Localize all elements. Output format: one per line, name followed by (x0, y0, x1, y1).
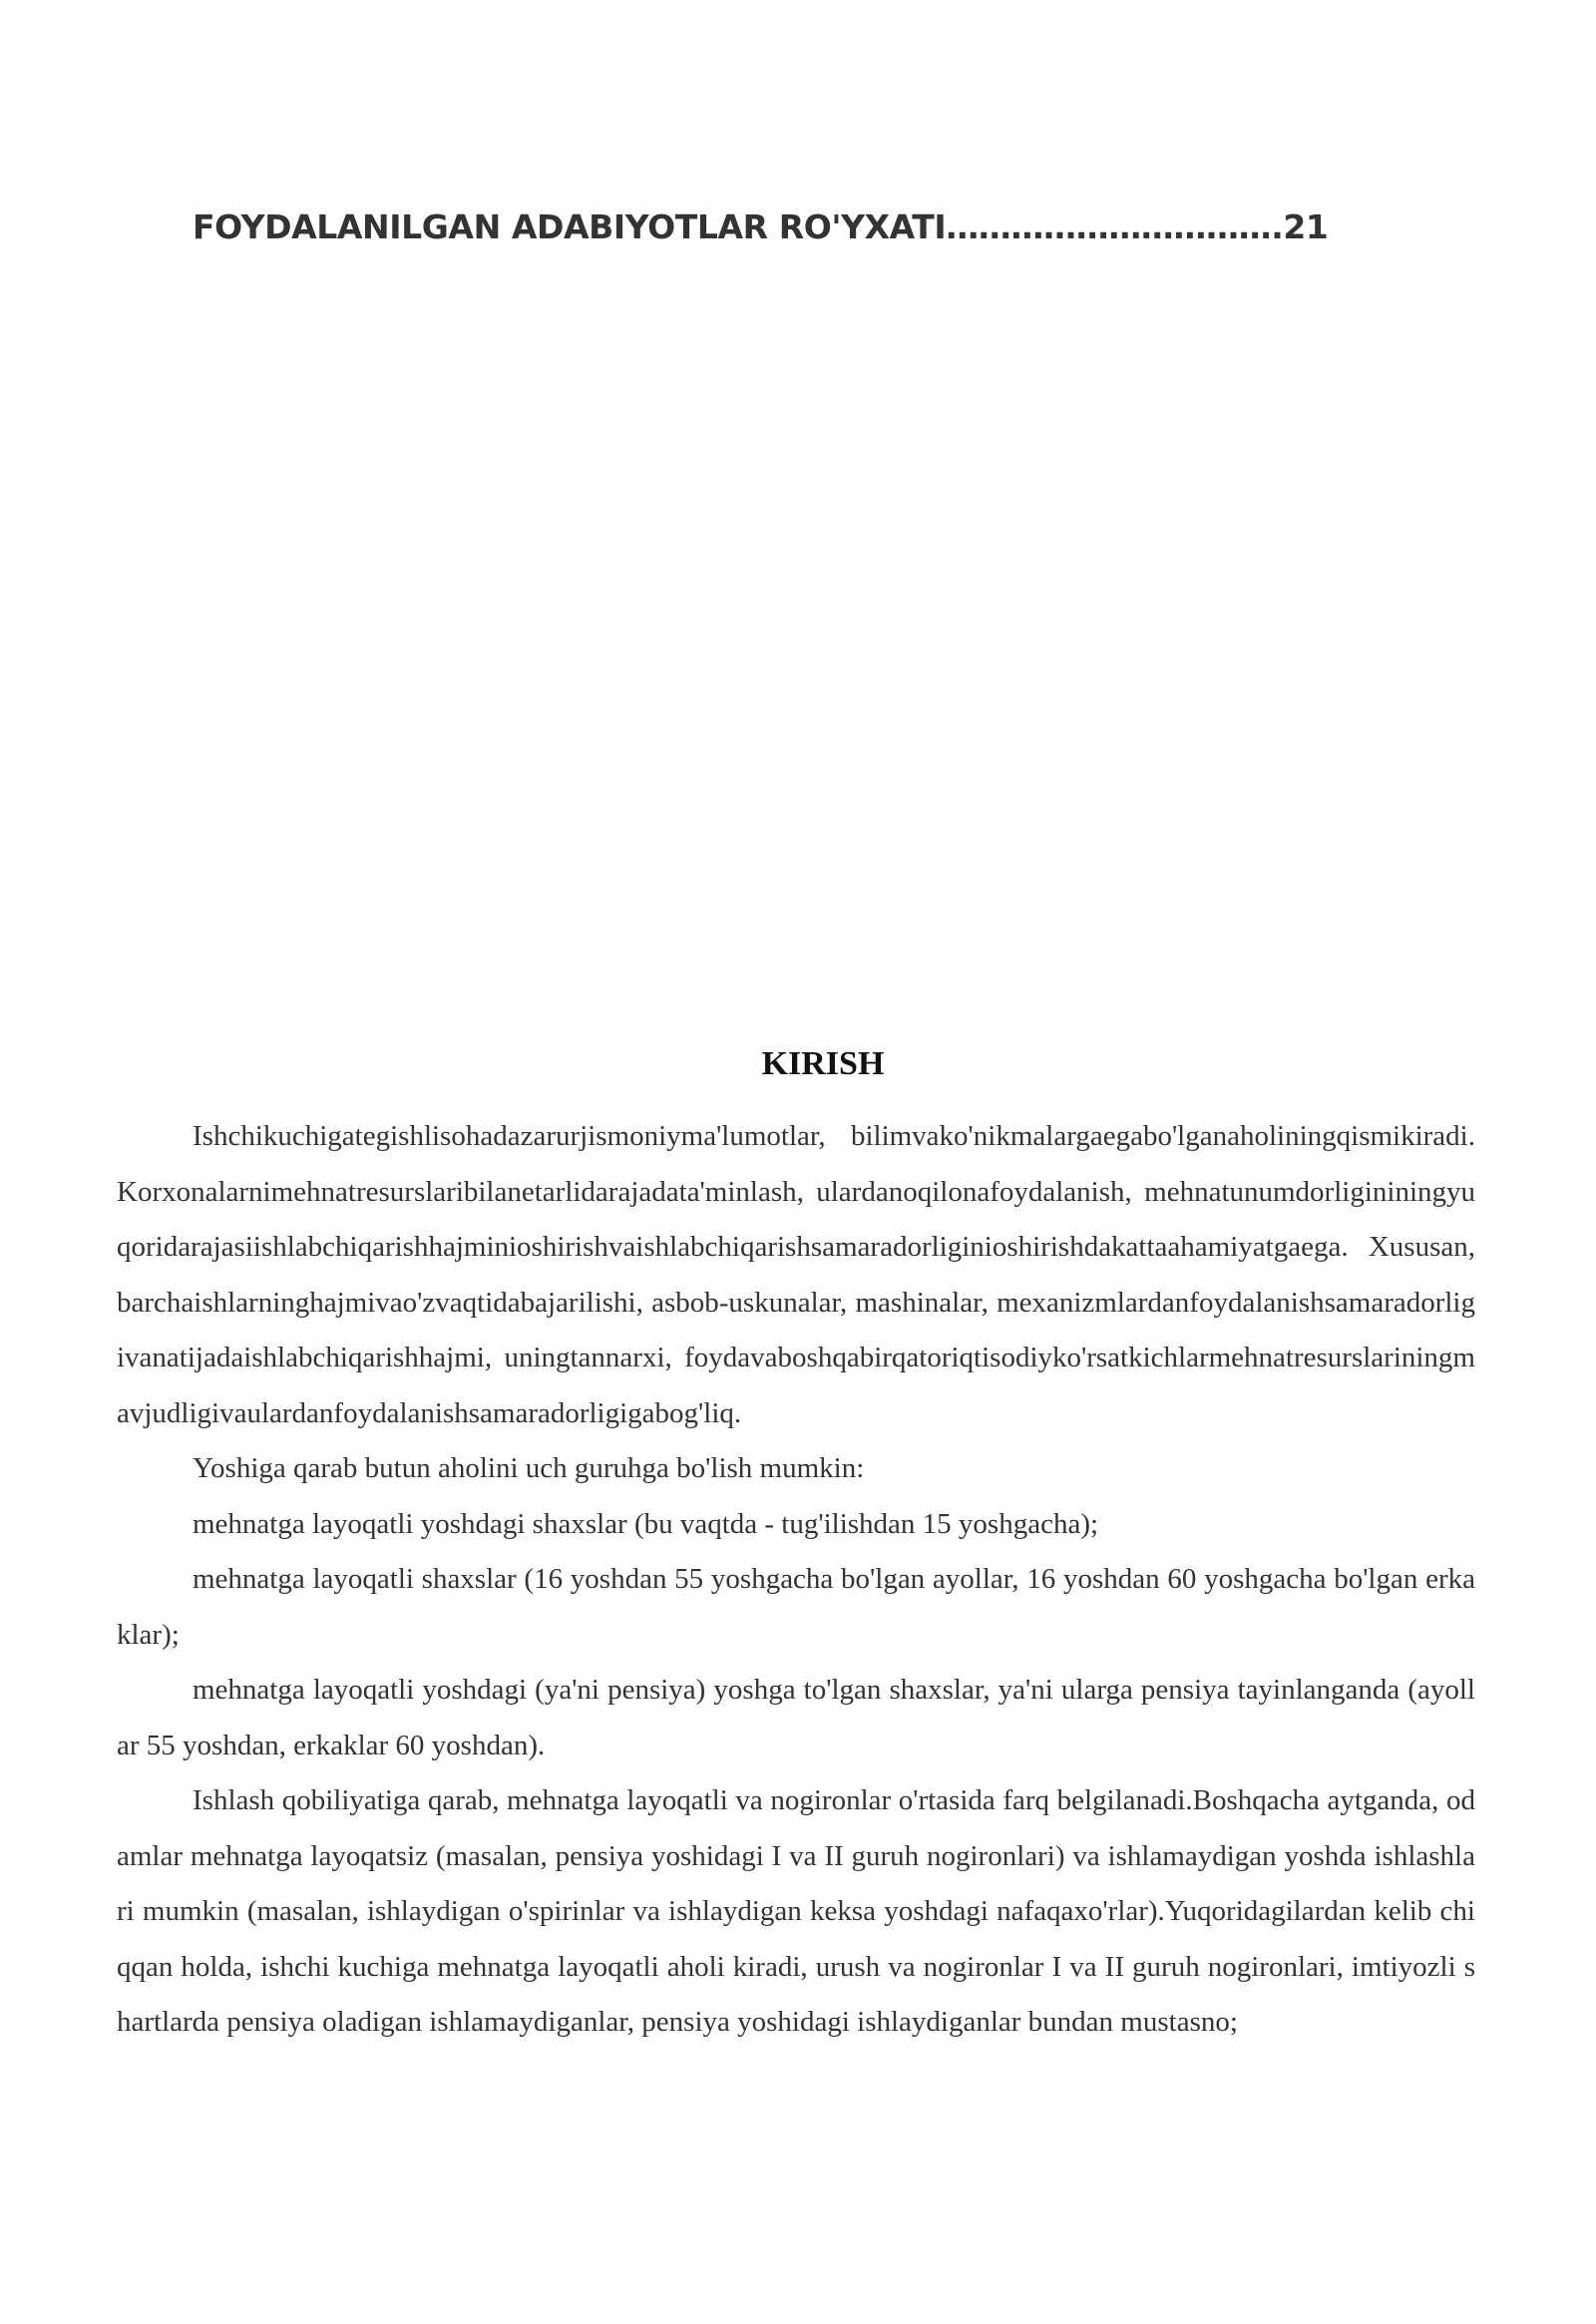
paragraph-age-group-2: mehnatga layoqatli shaxslar (16 yoshdan 55 yoshgacha bo'lgan ayollar, 16 yoshdan 60 yoshgacha bo'lgan erkaklar); (117, 1563, 1475, 1651)
body-text (117, 1109, 1475, 2051)
paragraph-work-capacity: Ishlash qobiliyatiga qarab, mehnatga layoqatli va nogironlar o'rtasida farq belgilanadi.Boshqacha aytganda, odamlar mehnatga layoqatsiz (masalan, pensiya yoshidagi I va II guruh nogironlari) va ishlamaydigan yoshda ishlashlari mumkin (masalan, ishlaydigan o'spirinlar va ishlaydigan keksa yoshdagi nafaqaxo'rlar).Yuqoridagilardan kelib chiqqan holda, ishchi kuchiga mehnatga layoqatli aholi kiradi, urush va nogironlar I va II guruh nogironlari, imtiyozli shartlarda pensiya oladigan ishlamaydiganlar, pensiya yoshidagi ishlaydiganlar bundan mustasno; (117, 1784, 1475, 2038)
paragraph-age-group-1: mehnatga layoqatli yoshdagi shaxslar (bu vaqtda - tug'ilishdan 15 yoshgacha); (193, 1507, 1099, 1540)
toc-entry (193, 207, 1439, 246)
paragraph-age-groups-intro: Yoshiga qarab butun aholini uch guruhga bo'lish mumkin: (193, 1452, 865, 1484)
toc-entry-title: FOYDALANILGAN ADABIYOTLAR RO'YXATI (193, 207, 947, 246)
toc-entry-page-number: 21 (1283, 207, 1329, 246)
paragraph-age-group-3: mehnatga layoqatli yoshdagi (ya'ni pensiya) yoshga to'lgan shaxslar, ya'ni ularga pensiya tayinlanganda (ayollar 55 yoshdan, erkaklar 60 yoshdan). (117, 1674, 1475, 1761)
toc-entry-leader: …………………………. (946, 207, 1284, 246)
section-title: KIRISH (761, 1045, 885, 1082)
paragraph-intro: Ishchikuchigategishlisohadazarurjismoniyma'lumotlar, bilimvako'nikmalargaegabo'lganaholiningqismikiradi. Korxonalarnimehnatresurslaribilanetarlidarajadata'minlash, ulardanoqilonafoydalanish, mehnatunumdorligininingyuqoridarajasiishlabchiqarishhajminioshirishvaishlabchiqarishsamaradorliginioshirishdakattaahamiyatgaega. Xususan, barchaishlarninghajmivao'zvaqtidabajarilishi, asbob-uskunalar, mashinalar, mexanizmlardanfoydalanishsamaradorligivanatijadaishlabchiqarishhajmi, uningtannarxi, foydavaboshqabirqatoriqtisodiyko'rsatkichlarmehnatresurslariningmavjudligivaulardanfoydalanishsamaradorligigabog'liq. (117, 1120, 1475, 1429)
